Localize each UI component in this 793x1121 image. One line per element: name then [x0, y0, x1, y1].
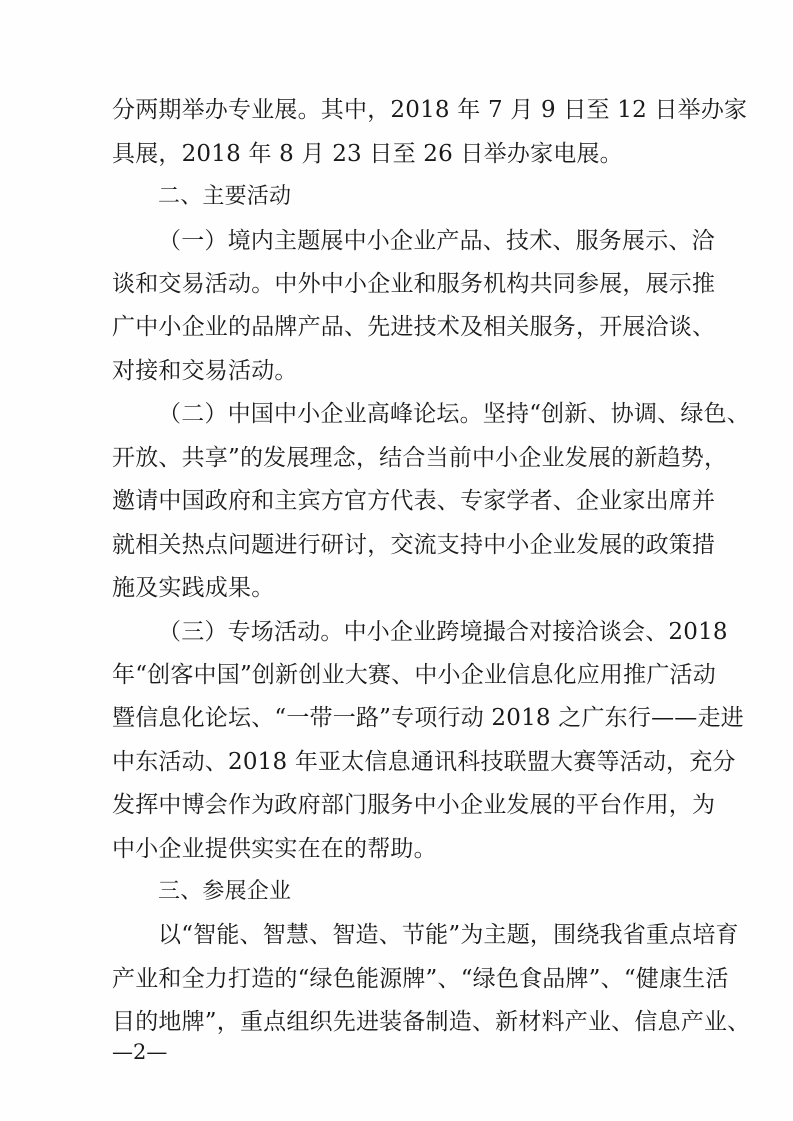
body-text-line: 发挥中博会作为政府部门服务中小企业发展的平台作用，为 [112, 792, 716, 818]
body-text-line: 中小企业提供实实在在的帮助。 [112, 836, 437, 862]
body-text-line: 产业和全力打造的“绿色能源牌”、“绿色食品牌”、“健康生活 [112, 966, 729, 992]
body-text-line: 施及实践成果。 [112, 575, 275, 601]
body-text-line: （二）中国中小企业高峰论坛。坚持“创新、协调、绿色、 [158, 401, 750, 427]
body-text-line: 广中小企业的品牌产品、先进技术及相关服务，开展洽谈、 [112, 314, 716, 340]
body-text-line: 中东活动、2018 年亚太信息通讯科技联盟大赛等活动，充分 [112, 749, 736, 775]
body-text-line: 年“创客中国”创新创业大赛、中小企业信息化应用推广活动 [112, 662, 716, 688]
page-number: —2— [112, 1040, 168, 1064]
body-text-line: 谈和交易活动。中外中小企业和服务机构共同参展，展示推 [112, 271, 716, 297]
body-text-line: 开放、共享”的发展理念，结合当前中小企业发展的新趋势， [112, 445, 728, 471]
body-text-line: 具展，2018 年 8 月 23 日至 26 日举办家电展。 [112, 141, 623, 167]
section-heading: 二、主要活动 [158, 184, 292, 209]
body-text-line: 邀请中国政府和主宾方官方代表、专家学者、企业家出席并 [112, 488, 716, 514]
body-text-line: 分两期举办专业展。其中，2018 年 7 月 9 日至 12 日举办家 [112, 97, 748, 123]
body-text-line: 暨信息化论坛、“一带一路”专项行动 2018 之广东行——走进 [112, 705, 744, 731]
body-text-line: 对接和交易活动。 [112, 358, 298, 384]
section-heading: 三、参展企业 [158, 879, 292, 904]
body-text-line: 以“智能、智慧、智造、节能”为主题，围绕我省重点培育 [158, 922, 739, 948]
body-text-line: 就相关热点问题进行研讨，交流支持中小企业发展的政策措 [112, 532, 716, 558]
body-text-line: （三）专场活动。中小企业跨境撮合对接洽谈会、2018 [158, 619, 728, 645]
body-text-line: 目的地牌”，重点组织先进装备制造、新材料产业、信息产业、 [112, 1009, 751, 1035]
body-text-line: （一）境内主题展中小企业产品、技术、服务展示、洽 [158, 228, 715, 254]
